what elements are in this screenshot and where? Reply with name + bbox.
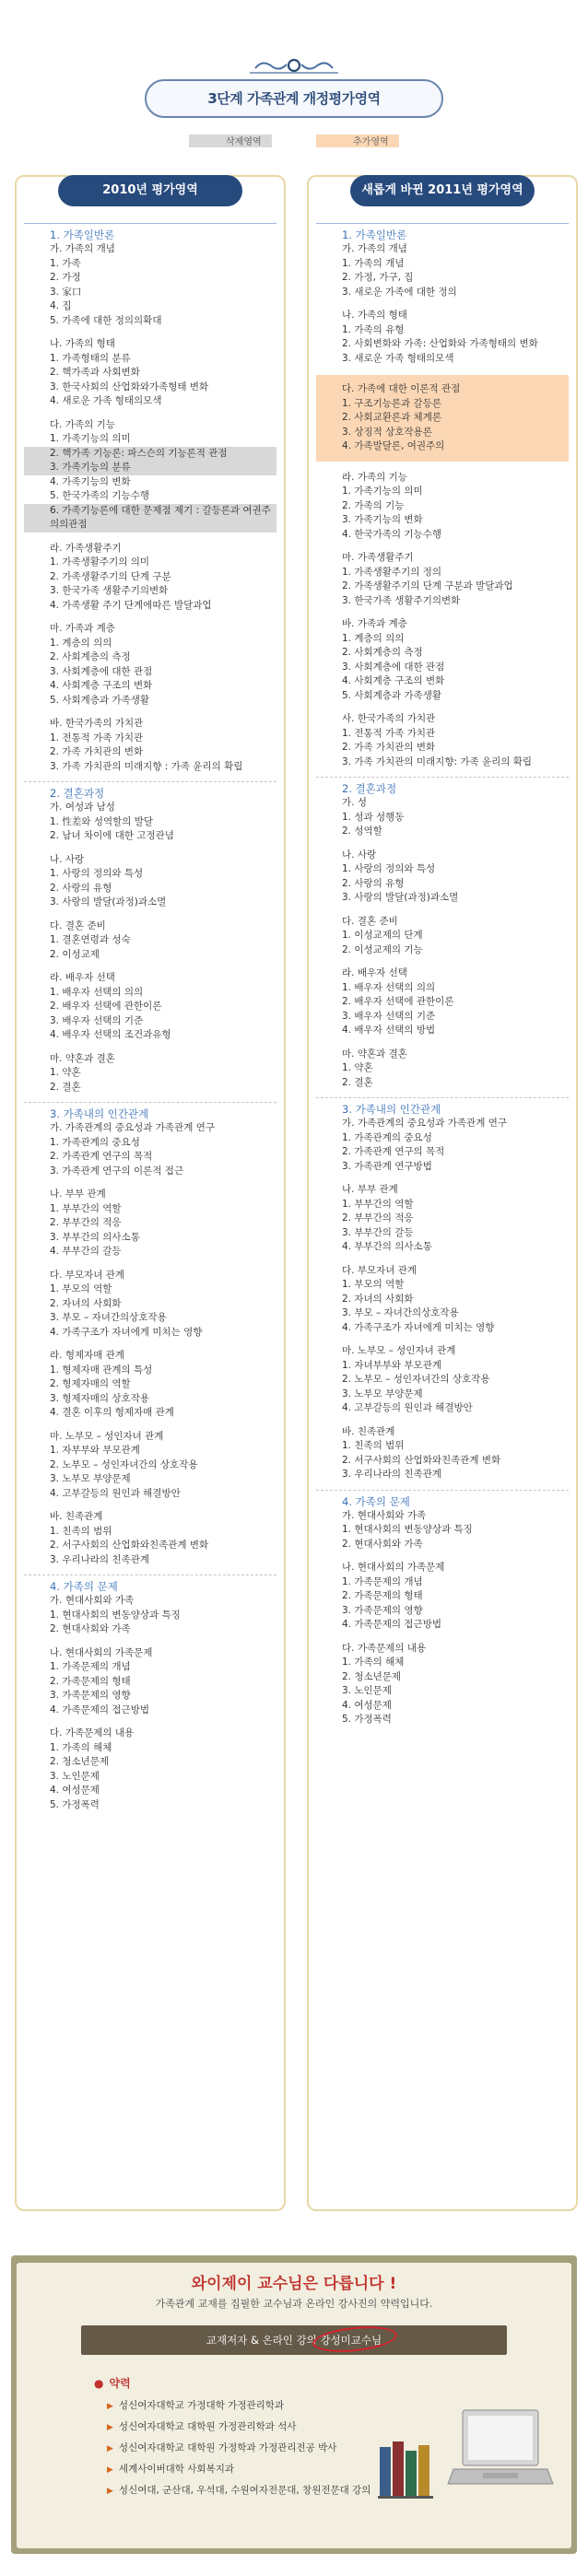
list-item: 1. 이성교제의 단계 [342, 930, 423, 941]
list-item: 1. 가족의 해체 [50, 1741, 112, 1753]
list-item: 1. 부부간의 역할 [50, 1202, 122, 1214]
list-item: 1. 사랑의 정의와 특성 [50, 868, 144, 879]
list-item: 2. 성역할 [342, 825, 382, 837]
list-item: 2. 부부간의 적응 [342, 1212, 414, 1224]
list-item: 2. 결혼 [342, 1076, 373, 1088]
list-item: 1. 부모의 역할 [50, 1283, 112, 1294]
list-item: 2. 가정 [50, 272, 81, 283]
list-item: 2. 사회계층의 측정 [342, 647, 423, 658]
section-title: 4. 가족의 문제 [50, 1580, 118, 1593]
list-item: 1. 가족기능의 의미 [50, 433, 131, 444]
list-item: 3. 노인문제 [342, 1685, 392, 1696]
list-item: 마. 노부모 – 성인자녀 관계 [50, 1430, 164, 1442]
list-item: 가. 성 [342, 797, 367, 808]
laptop-icon [446, 2401, 555, 2502]
list-item-added: 다. 가족에 대한 이론적 관점 [342, 383, 461, 394]
list-item: 1. 배우자 선택의 의의 [342, 981, 436, 993]
list-item: 1. 性差와 성역할의 발달 [50, 815, 154, 827]
list-item: 다. 부모자녀 관계 [342, 1264, 417, 1276]
instructor-strip-label: 교재저자 & 온라인 강의 [206, 2334, 321, 2347]
list-item: 3. 사랑의 발달(과정)과소멸 [342, 892, 459, 903]
instructor-banner-panel [17, 2263, 571, 2548]
column-2010-heading: 2010년 평가영역 [58, 175, 242, 206]
list-item: 가. 가족관계의 중요성과 가족관계 연구 [342, 1118, 507, 1129]
legend-deleted-label: 삭제영역 [226, 137, 262, 147]
list-item: 3. 가족문제의 영향 [342, 1604, 423, 1616]
column-2011-heading: 새롭게 바뀐 2011년 평가영역 [350, 175, 535, 206]
career-item [107, 2480, 370, 2501]
career-label: 약력 [109, 2377, 131, 2390]
list-item: 마. 약혼과 결혼 [50, 1052, 115, 1064]
list-item: 2. 남녀 차이에 대한 고정관념 [50, 830, 174, 841]
list-item: 나. 부부 관계 [342, 1184, 398, 1195]
list-item: 3. 노인문제 [50, 1770, 100, 1782]
list-item: 4. 사회계층 구조의 변화 [342, 675, 445, 686]
list-item: 4. 집 [50, 300, 72, 311]
list-item: 2. 가족생활주기의 단계 구분 [50, 570, 171, 582]
list-item: 5. 한국가족의 기능수행 [50, 490, 149, 501]
section-title: 2. 결혼과정 [50, 787, 105, 800]
section-title: 4. 가족의 문제 [342, 1494, 410, 1508]
list-item: 2. 가족문제의 형태 [50, 1675, 131, 1687]
list-item: 2. 노부모 – 성인자녀간의 상호작용 [342, 1374, 490, 1385]
list-item: 1. 가족의 개념 [342, 257, 405, 269]
list-item: 2. 가족 가치관의 변화 [50, 746, 144, 757]
list-item: 1. 성과 성행동 [342, 811, 405, 823]
divider [316, 777, 569, 778]
list-item: 1. 가족생활주기의 정의 [342, 566, 441, 578]
divider [316, 1490, 569, 1491]
list-item: 2. 결혼 [50, 1081, 81, 1093]
list-item: 1. 계층의 의의 [50, 637, 112, 649]
list-item: 4. 부부간의 의사소통 [342, 1241, 432, 1252]
column-2010 [15, 175, 286, 2211]
list-item: 1. 형제자매 관계의 특성 [50, 1364, 153, 1376]
list-item: 3. 배우자 선택의 기준 [342, 1010, 436, 1022]
arrow-icon: ▶ [107, 2465, 113, 2475]
list-item: 나. 가족의 형태 [342, 310, 407, 321]
list-item: 나. 현대사회의 가족문제 [342, 1562, 445, 1573]
list-item: 1. 가족기능의 의미 [342, 486, 423, 497]
instructor-name-highlight [320, 2325, 382, 2355]
list-item: 1. 가족문제의 개념 [50, 1661, 131, 1672]
list-item: 나. 사랑 [342, 849, 377, 861]
list-item: 1. 친족의 범위 [50, 1525, 112, 1537]
list-item-deleted: 2. 핵가족 기능론: 파스슨의 기능론적 관점 [24, 447, 276, 462]
list-item: 2. 현대사회와 가족 [342, 1538, 423, 1550]
list-item-deleted: 6. 가족기능론에 대한 문제점 제기 : 갈등론과 여권주의의관점 [24, 504, 276, 533]
list-item: 3. 사랑의 발달(과정)과소멸 [50, 896, 167, 907]
career-item-text: 성신여자대학교 가정대학 가정관리학과 [118, 2400, 285, 2411]
list-item: 3. 노부모 부양문제 [342, 1388, 423, 1399]
list-item: 4. 가족생활 주기 단계에따른 발달과업 [50, 599, 212, 611]
list-item: 나. 현대사회의 가족문제 [50, 1646, 153, 1658]
list-item: 4. 배우자 선택의 방법 [342, 1025, 436, 1036]
list-item: 다. 부모자녀 관계 [50, 1269, 125, 1281]
career-item-text: 성신여자대학교 대학원 가정학과 가정관리전공 박사 [118, 2442, 337, 2453]
list-item: 1. 자녀부부와 부모관계 [342, 1359, 441, 1371]
list-item: 3. 가족기능의 변화 [342, 514, 423, 525]
list-item: 5. 사회계층과 가족생활 [342, 689, 441, 701]
list-item: 2. 가족관계 연구의 목적 [342, 1146, 445, 1157]
column-2010-body [24, 221, 276, 2202]
list-item-added: 3. 상징적 상호작용론 [342, 426, 432, 438]
list-item: 3. 우리나라의 친족관계 [342, 1469, 441, 1480]
list-item: 3. 가족 가치관의 미래지향: 가족 윤리의 확립 [342, 755, 533, 767]
list-item: 라. 가족의 기능 [342, 471, 407, 483]
list-item: 3. 가족관계 연구방법 [342, 1160, 432, 1172]
list-item: 4. 부부간의 갈등 [50, 1246, 122, 1257]
list-item: 2. 핵가족과 사회변화 [50, 367, 140, 378]
section-title: 3. 가족내의 인간관계 [50, 1107, 149, 1120]
list-item: 3. 노부모 부양문제 [50, 1473, 131, 1484]
list-item: 2. 노부모 – 성인자녀간의 상호작용 [50, 1458, 198, 1470]
divider [24, 223, 276, 224]
list-item: 2. 이성교제의 기능 [342, 943, 423, 955]
list-item: 마. 노부모 – 성인자녀 관계 [342, 1345, 456, 1356]
list-item: 1. 현대사회의 변동양상과 특징 [342, 1524, 473, 1535]
list-item: 1. 부부간의 역할 [342, 1198, 414, 1210]
career-item [107, 2438, 370, 2459]
list-item: 3. 한국가족 생활주기의변화 [50, 585, 169, 596]
career-item-text: 세계사이버대학 사회복지과 [118, 2464, 234, 2475]
list-item: 바. 친족관계 [50, 1511, 103, 1522]
list-item: 1. 친족의 범위 [342, 1440, 405, 1451]
list-item: 가. 현대사회와 가족 [50, 1595, 135, 1606]
bullet-icon: ● [94, 2377, 104, 2390]
header-ornament-icon [250, 57, 338, 76]
list-item: 바. 친족관계 [342, 1425, 395, 1437]
list-item: 4. 가족구조가 자녀에게 미치는 영향 [50, 1326, 203, 1338]
list-item: 2. 이성교제 [50, 948, 100, 960]
list-item: 마. 약혼과 결혼 [342, 1048, 407, 1060]
list-item: 2. 현대사회와 가족 [50, 1623, 131, 1634]
list-item: 3. 가족 가치관의 미래지향 : 가족 윤리의 확립 [50, 760, 243, 772]
list-item: 1. 부모의 역할 [342, 1279, 405, 1290]
list-item: 3. 형제자매의 상호작용 [50, 1392, 149, 1404]
list-item: 2. 가족 가치관의 변화 [342, 742, 436, 753]
list-item: 4. 고부갈등의 원인과 해결방안 [342, 1402, 473, 1413]
column-2011 [307, 175, 578, 2211]
list-item: 가. 현대사회와 가족 [342, 1509, 427, 1521]
divider [24, 781, 276, 782]
career-item [107, 2459, 370, 2480]
list-item: 1. 가족형태의 분류 [50, 352, 131, 364]
list-item: 마. 가족생활주기 [342, 552, 414, 563]
list-item: 나. 사랑 [50, 853, 85, 865]
arrow-icon: ▶ [107, 2402, 113, 2411]
list-item: 5. 가정폭력 [342, 1714, 392, 1725]
column-2011-body [316, 221, 569, 2202]
list-item: 3. 사회계층에 대한 관점 [342, 661, 445, 673]
list-item: 1. 가족의 해체 [342, 1657, 405, 1668]
section-title: 1. 가족일반론 [50, 228, 115, 241]
list-item: 3. 새로운 가족에 대한 정의 [342, 286, 457, 298]
list-item: 라. 가족생활주기 [50, 542, 122, 554]
list-item-added: 1. 구조기능론과 갈등론 [342, 397, 441, 409]
career-item [107, 2395, 370, 2417]
list-item: 다. 결혼 준비 [342, 915, 398, 927]
list-item: 3. 부부간의 갈등 [342, 1226, 414, 1238]
list-item: 1. 가족관계의 중요성 [50, 1136, 140, 1148]
list-item: 4. 한국가족의 기능수행 [342, 528, 441, 540]
list-item: 라. 배우자 선택 [342, 967, 407, 978]
list-item: 1. 배우자 선택의 의의 [50, 986, 144, 998]
list-item: 4. 고부갈등의 원인과 해결방안 [50, 1487, 181, 1499]
list-item: 바. 가족과 계층 [342, 618, 407, 629]
list-item: 1. 가족관계의 중요성 [342, 1131, 432, 1143]
career-list [107, 2395, 370, 2501]
list-item: 4. 여성문제 [342, 1699, 392, 1711]
arrow-icon: ▶ [107, 2487, 113, 2496]
list-item: 2. 배우자 선택에 관한이론 [50, 1001, 162, 1012]
list-item: 3. 사회계층에 대한 관점 [50, 665, 153, 677]
arrow-icon: ▶ [107, 2423, 113, 2432]
added-block [316, 375, 569, 462]
career-item-text: 성신여자대학교 대학원 가정관리학과 석사 [118, 2421, 297, 2432]
list-item: 3. 家口 [50, 286, 82, 298]
list-item: 1. 가족생활주기의 의미 [50, 556, 149, 568]
list-item: 2. 자녀의 사회화 [50, 1297, 122, 1309]
list-item: 가. 가족관계의 중요성과 가족관계 연구 [50, 1122, 215, 1133]
instructor-banner [11, 2255, 577, 2554]
list-item: 4. 새로운 가족 형태의모색 [50, 395, 162, 406]
section-title: 1. 가족일반론 [342, 228, 407, 241]
red-circle-icon [312, 2323, 398, 2355]
list-item: 1. 결혼연령과 성숙 [50, 934, 131, 945]
divider [316, 223, 569, 224]
list-item: 5. 가족에 대한 정의의확대 [50, 314, 162, 326]
list-item: 마. 가족과 계층 [50, 623, 115, 634]
instructor-name: 강성미교수님 [320, 2334, 382, 2347]
list-item: 3. 가족관계 연구의 이론적 접근 [50, 1165, 184, 1177]
list-item: 1. 가족의 유형 [342, 323, 405, 335]
list-item: 2. 가족생활주기의 단계 구분과 발달과업 [342, 580, 513, 591]
list-item: 3. 부모 – 자녀간의상호작용 [50, 1312, 167, 1323]
divider [316, 1097, 569, 1098]
list-item: 2. 가족문제의 형태 [342, 1590, 423, 1601]
list-item: 2. 가족의 기능 [342, 499, 405, 511]
list-item: 2. 부부간의 적응 [50, 1217, 122, 1228]
list-item: 라. 형제자매 관계 [50, 1350, 125, 1361]
list-item: 1. 사랑의 정의와 특성 [342, 863, 436, 874]
list-item: 나. 가족의 형태 [50, 338, 115, 349]
list-item: 가. 여성과 남성 [50, 802, 115, 813]
list-item: 2. 형제자매의 역할 [50, 1378, 131, 1389]
list-item-added: 4. 가족발달론, 여권주의 [342, 440, 445, 451]
banner-subtitle: 가족관계 교재를 집필한 교수님과 온라인 강사진의 약력입니다. [155, 2298, 433, 2310]
list-item: 4. 가족문제의 접근방법 [50, 1704, 149, 1715]
list-item: 다. 가족문제의 내용 [50, 1727, 135, 1739]
list-item: 2. 배우자 선택에 관한이론 [342, 996, 454, 1007]
legend-added-label: 추가영역 [353, 137, 389, 147]
list-item: 4. 사회계층 구조의 변화 [50, 680, 153, 691]
list-item: 나. 부부 관계 [50, 1188, 106, 1200]
list-item-deleted: 3. 가족기능의 분류 [24, 461, 276, 475]
list-item: 1. 자부부와 부모관계 [50, 1445, 140, 1456]
list-item: 바. 한국가족의 가치관 [50, 718, 144, 729]
arrow-icon: ▶ [107, 2444, 113, 2453]
list-item: 1. 가족 [50, 257, 81, 269]
list-item: 2. 자녀의 사회화 [342, 1293, 414, 1305]
career-heading [94, 2375, 131, 2391]
list-item: 4. 가족기능의 변화 [50, 475, 131, 487]
list-item: 사. 한국가족의 가치관 [342, 713, 436, 724]
list-item: 5. 가정폭력 [50, 1798, 100, 1810]
page-title: 3단계 가족관계 개정평가영역 [145, 79, 443, 118]
list-item: 1. 전통적 가족 가치관 [50, 732, 144, 744]
list-item: 4. 가족구조가 자녀에게 미치는 영향 [342, 1321, 495, 1333]
list-item: 1. 현대사회의 변동양상과 특징 [50, 1609, 181, 1621]
banner-title: 와이제이 교수님은 다릅니다 ! [191, 2275, 397, 2293]
list-item: 2. 가족관계 연구의 목적 [50, 1151, 153, 1162]
list-item: 2. 사회계층의 측정 [50, 651, 131, 662]
list-item: 1. 가족문제의 개념 [342, 1575, 423, 1587]
list-item: 다. 결혼 준비 [50, 919, 106, 931]
list-item: 2. 청소년문제 [50, 1756, 110, 1767]
list-item: 2. 사회변화와 가족: 산업화와 가족형태의 변화 [342, 338, 538, 349]
instructor-strip [81, 2325, 507, 2355]
list-item: 3. 우리나라의 친족관계 [50, 1553, 149, 1565]
list-item: 가. 가족의 개념 [342, 243, 407, 254]
list-item: 가. 가족의 개념 [50, 243, 115, 254]
list-item: 2. 사랑의 유형 [342, 877, 405, 889]
list-item: 2. 청소년문제 [342, 1670, 402, 1682]
list-item: 1. 약혼 [50, 1067, 81, 1078]
list-item: 3. 부부간의 의사소통 [50, 1231, 140, 1243]
list-item: 5. 사회계층과 가족생활 [50, 694, 149, 706]
list-item: 2. 서구사회의 산업화와친족관계 변화 [50, 1540, 209, 1551]
list-item: 1. 전통적 가족 가치관 [342, 727, 436, 739]
list-item: 3. 한국가족 생활주기의변화 [342, 594, 461, 606]
list-item: 2. 가정, 가구, 집 [342, 272, 414, 283]
list-item: 다. 가족문제의 내용 [342, 1642, 427, 1654]
list-item: 3. 가족문제의 영향 [50, 1690, 131, 1701]
books-icon [378, 2438, 442, 2499]
list-item: 3. 새로운 가족 형태의모색 [342, 352, 454, 364]
list-item: 4. 배우자 선택의 조건과유형 [50, 1029, 171, 1040]
section-title: 2. 결혼과정 [342, 782, 397, 795]
list-item: 4. 결혼 이후의 형제자매 관계 [50, 1407, 174, 1418]
list-item: 4. 여성문제 [50, 1785, 100, 1796]
list-item: 4. 가족문제의 접근방법 [342, 1619, 441, 1630]
list-item: 1. 계층의 의의 [342, 632, 405, 644]
divider [24, 1102, 276, 1103]
list-item: 3. 한국사회의 산업화와가족형태 변화 [50, 381, 209, 392]
list-item-added: 2. 사회교환론과 체계론 [342, 412, 441, 423]
list-item: 2. 서구사회의 산업화와친족관계 변화 [342, 1454, 501, 1466]
list-item: 3. 배우자 선택의 기준 [50, 1014, 144, 1026]
list-item: 2. 사랑의 유형 [50, 882, 112, 894]
list-item: 라. 배우자 선택 [50, 972, 115, 983]
career-item [107, 2417, 370, 2438]
career-item-text: 성신여대, 군산대, 우석대, 수원여자전문대, 창원전문대 강의 [118, 2485, 371, 2496]
list-item: 3. 부모 – 자녀간의상호작용 [342, 1307, 459, 1318]
section-title: 3. 가족내의 인간관계 [342, 1103, 441, 1116]
list-item: 1. 약혼 [342, 1062, 373, 1073]
list-item: 다. 가족의 기능 [50, 418, 115, 430]
